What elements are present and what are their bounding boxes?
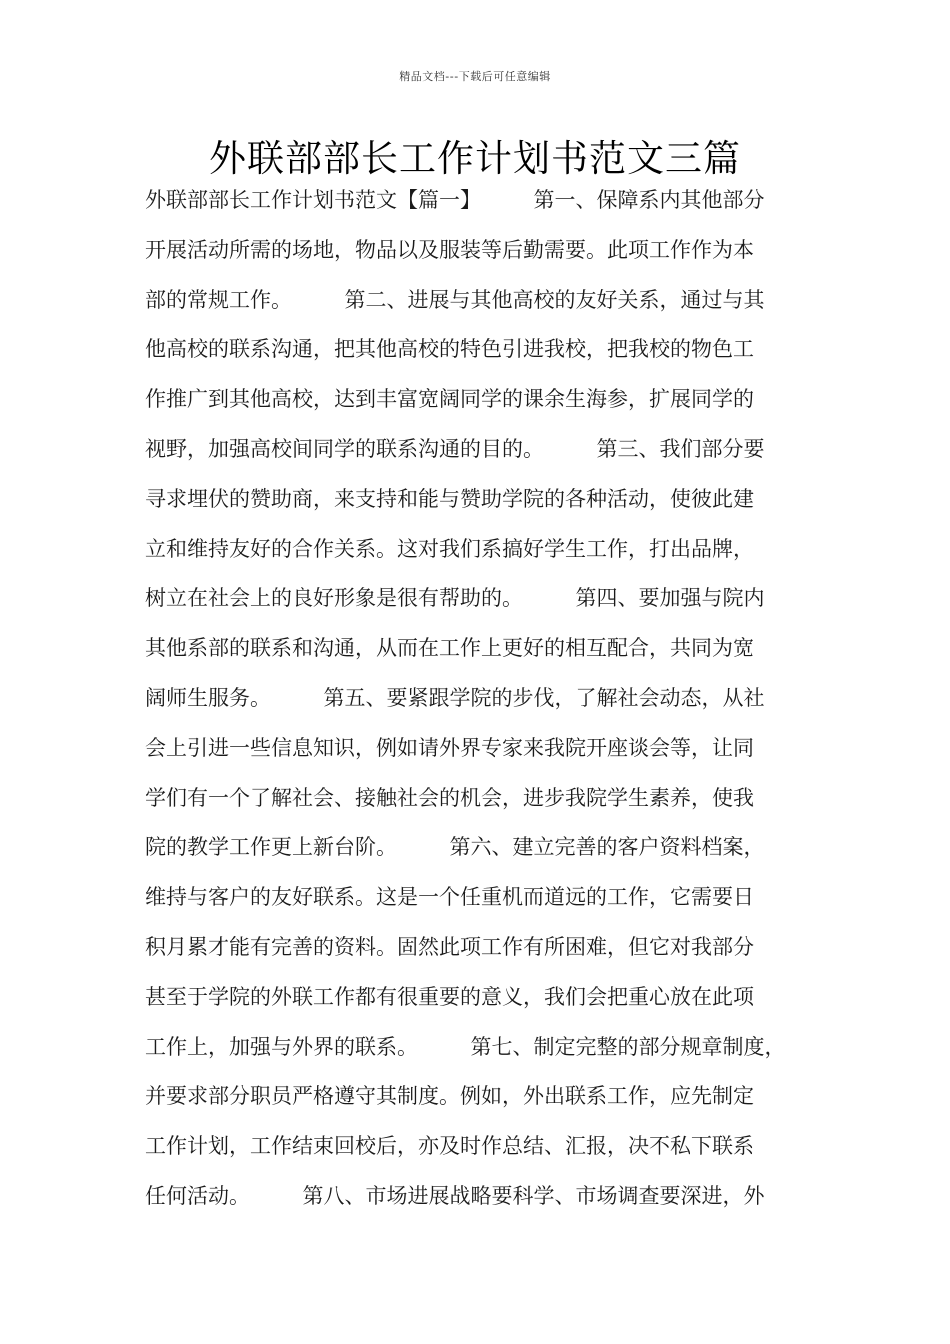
body-line: 外联部部长工作计划书范文【篇一】 第一、保障系内其他部分 [145, 188, 765, 212]
body-line: 维持与客户的友好联系。这是一个任重机而道远的工作，它需要日 [145, 885, 754, 910]
body-line: 树立在社会上的良好形象是很有帮助的。 第四、要加强与院内 [145, 586, 765, 611]
page-header-note: 精品文档---下载后可任意编辑 [399, 70, 551, 83]
body-line: 部的常规工作。 第二、进展与其他高校的友好关系，通过与其 [145, 287, 765, 312]
body-line: 学们有一个了解社会、接触社会的机会，进步我院学生素养，使我 [145, 785, 754, 810]
body-line: 作推广到其他高校，达到丰富宽阔同学的课余生海参，扩展同学的 [145, 387, 754, 412]
body-line: 工作计划，工作结束回校后，亦及时作总结、汇报，决不私下联系 [145, 1134, 754, 1159]
body-line: 寻求埋伏的赞助商，来支持和能与赞助学院的各种活动，使彼此建 [145, 486, 754, 511]
document-title: 外联部部长工作计划书范文三篇 [209, 137, 741, 180]
body-line: 阔师生服务。 第五、要紧跟学院的步伐，了解社会动态，从社 [145, 685, 765, 710]
body-line: 院的教学工作更上新台阶。 第六、建立完善的客户资料档案， [145, 835, 765, 860]
body-line: 其他系部的联系和沟通，从而在工作上更好的相互配合，共同为宽 [145, 636, 754, 661]
body-line: 立和维持友好的合作关系。这对我们系搞好学生工作，打出品牌， [145, 536, 754, 561]
body-line: 并要求部分职员严格遵守其制度。例如，外出联系工作，应先制定 [145, 1084, 754, 1109]
body-line: 开展活动所需的场地，物品以及服装等后勤需要。此项工作作为本 [145, 237, 754, 262]
body-line: 会上引进一些信息知识，例如请外界专家来我院开座谈会等，让同 [145, 735, 754, 760]
body-line: 积月累才能有完善的资料。固然此项工作有所困难，但它对我部分 [145, 934, 754, 959]
document-body [145, 182, 825, 1228]
body-line: 甚至于学院的外联工作都有很重要的意义，我们会把重心放在此项 [145, 984, 754, 1009]
body-line: 任何活动。 第八、市场进展战略要科学、市场调查要深进，外 [145, 1183, 765, 1208]
body-line: 他高校的联系沟通，把其他高校的特色引进我校，把我校的物色工 [145, 337, 754, 362]
body-line: 视野，加强高校间同学的联系沟通的目的。 第三、我们部分要 [145, 436, 765, 461]
body-line: 工作上，加强与外界的联系。 第七、制定完整的部分规章制度， [145, 1034, 786, 1059]
